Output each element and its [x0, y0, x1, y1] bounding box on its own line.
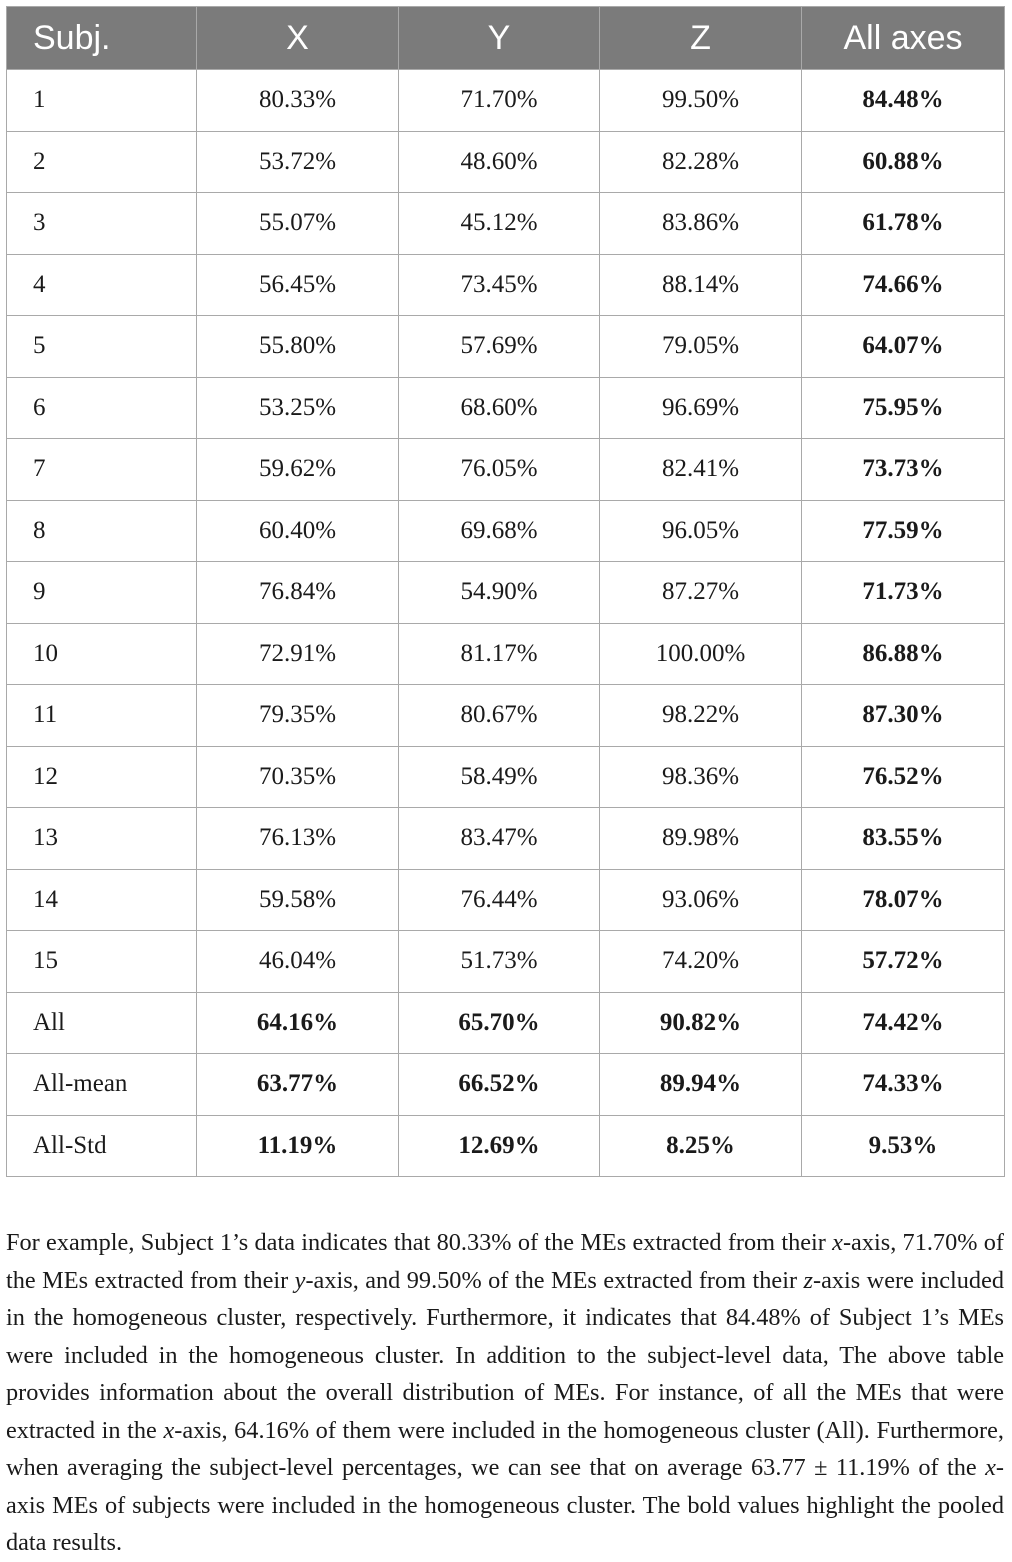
cell-z: 8.25% [600, 1115, 802, 1177]
caption-text: For example, Subject 1’s data indicates that 80.33% of the MEs extracted from their [6, 1229, 833, 1257]
cell-z: 90.82% [600, 992, 802, 1054]
summary-row-all [7, 992, 1005, 1054]
cell-all-axes: 75.95% [802, 377, 1005, 439]
table-row [7, 70, 1005, 132]
cell-all-axes: 84.48% [802, 70, 1005, 132]
cell-y: 66.52% [399, 1054, 600, 1116]
cell-all-axes: 64.07% [802, 316, 1005, 378]
cell-y: 48.60% [399, 131, 600, 193]
table-caption [6, 1224, 1004, 1562]
table-row [7, 500, 1005, 562]
header-x: X [197, 7, 399, 70]
cell-x: 76.13% [197, 808, 399, 870]
table-row [7, 254, 1005, 316]
cell-x: 79.35% [197, 685, 399, 747]
results-table-container [6, 6, 1004, 1177]
cell-all-axes: 9.53% [802, 1115, 1005, 1177]
cell-y: 51.73% [399, 931, 600, 993]
cell-z: 96.69% [600, 377, 802, 439]
cell-all-axes: 73.73% [802, 439, 1005, 501]
caption-text: -axis, and 99.50% of the MEs extracted from their [305, 1266, 804, 1294]
cell-x: 59.58% [197, 869, 399, 931]
cell-y: 12.69% [399, 1115, 600, 1177]
cell-subj: 9 [7, 562, 197, 624]
cell-x: 55.07% [197, 193, 399, 255]
cell-z: 96.05% [600, 500, 802, 562]
cell-z: 87.27% [600, 562, 802, 624]
cell-z: 89.94% [600, 1054, 802, 1116]
caption-italic-y: y [294, 1266, 306, 1294]
cell-all-axes: 87.30% [802, 685, 1005, 747]
table-row [7, 685, 1005, 747]
cell-subj: 8 [7, 500, 197, 562]
cell-z: 98.36% [600, 746, 802, 808]
caption-text: -axis, 64.16% of them were included in the homogeneous cluster (All). Furthermore, when averaging the subject-level percentages, we can see that on average 63.77 ± 11.19% of the [6, 1416, 1004, 1482]
cell-y: 54.90% [399, 562, 600, 624]
table-row [7, 131, 1005, 193]
caption-text: -axis were included in the homogeneous cluster, respectively. Furthermore, it indicates that 84.48% of Subject 1’s MEs were included in the homogeneous cluster. In addition to the subject-level data, The above table provides information about the overall distribution of MEs. For instance, of all the MEs that were extracted in the [6, 1266, 1005, 1444]
cell-z: 82.41% [600, 439, 802, 501]
header-all-axes: All axes [802, 7, 1005, 70]
cell-x: 63.77% [197, 1054, 399, 1116]
cell-subj: All-mean [7, 1054, 197, 1116]
cell-y: 65.70% [399, 992, 600, 1054]
cell-subj: 15 [7, 931, 197, 993]
cell-x: 59.62% [197, 439, 399, 501]
cell-subj: 10 [7, 623, 197, 685]
cell-all-axes: 83.55% [802, 808, 1005, 870]
results-table [6, 6, 1005, 1177]
summary-row-all-std [7, 1115, 1005, 1177]
cell-z: 93.06% [600, 869, 802, 931]
cell-x: 64.16% [197, 992, 399, 1054]
cell-y: 73.45% [399, 254, 600, 316]
header-row [7, 7, 1005, 70]
cell-y: 81.17% [399, 623, 600, 685]
cell-all-axes: 77.59% [802, 500, 1005, 562]
table-header [7, 7, 1005, 70]
table-row [7, 808, 1005, 870]
summary-row-all-mean [7, 1054, 1005, 1116]
table-row [7, 746, 1005, 808]
cell-x: 72.91% [197, 623, 399, 685]
cell-all-axes: 86.88% [802, 623, 1005, 685]
cell-y: 71.70% [399, 70, 600, 132]
cell-z: 100.00% [600, 623, 802, 685]
table-row [7, 869, 1005, 931]
cell-subj: 6 [7, 377, 197, 439]
cell-y: 57.69% [399, 316, 600, 378]
table-row [7, 193, 1005, 255]
cell-subj: 11 [7, 685, 197, 747]
cell-all-axes: 57.72% [802, 931, 1005, 993]
cell-z: 79.05% [600, 316, 802, 378]
cell-all-axes: 61.78% [802, 193, 1005, 255]
cell-subj: All-Std [7, 1115, 197, 1177]
cell-y: 80.67% [399, 685, 600, 747]
caption-italic-x: x [985, 1454, 996, 1482]
cell-z: 88.14% [600, 254, 802, 316]
cell-z: 98.22% [600, 685, 802, 747]
table-row [7, 931, 1005, 993]
cell-subj: 3 [7, 193, 197, 255]
cell-x: 80.33% [197, 70, 399, 132]
cell-subj: 5 [7, 316, 197, 378]
cell-x: 60.40% [197, 500, 399, 562]
caption-italic-x: x [163, 1416, 175, 1444]
cell-all-axes: 74.33% [802, 1054, 1005, 1116]
cell-z: 82.28% [600, 131, 802, 193]
cell-all-axes: 74.66% [802, 254, 1005, 316]
cell-all-axes: 60.88% [802, 131, 1005, 193]
caption-text: -axis, 71.70% of the MEs extracted from their [6, 1229, 1004, 1294]
table-body [7, 70, 1005, 1177]
cell-x: 53.25% [197, 377, 399, 439]
cell-x: 53.72% [197, 131, 399, 193]
cell-z: 74.20% [600, 931, 802, 993]
cell-all-axes: 78.07% [802, 869, 1005, 931]
cell-x: 46.04% [197, 931, 399, 993]
cell-subj: 4 [7, 254, 197, 316]
cell-z: 99.50% [600, 70, 802, 132]
cell-subj: 14 [7, 869, 197, 931]
cell-subj: 13 [7, 808, 197, 870]
cell-x: 70.35% [197, 746, 399, 808]
caption-text: -axis MEs of subjects were included in the homogeneous cluster. The bold values highlight the pooled data results. [6, 1454, 1004, 1557]
header-y: Y [399, 7, 600, 70]
cell-subj: All [7, 992, 197, 1054]
cell-y: 76.05% [399, 439, 600, 501]
cell-all-axes: 71.73% [802, 562, 1005, 624]
table-row [7, 623, 1005, 685]
cell-subj: 12 [7, 746, 197, 808]
cell-all-axes: 76.52% [802, 746, 1005, 808]
table-row [7, 377, 1005, 439]
cell-all-axes: 74.42% [802, 992, 1005, 1054]
table-row [7, 562, 1005, 624]
caption-italic-z: z [803, 1266, 813, 1294]
cell-y: 68.60% [399, 377, 600, 439]
cell-y: 58.49% [399, 746, 600, 808]
cell-subj: 1 [7, 70, 197, 132]
cell-x: 55.80% [197, 316, 399, 378]
cell-z: 89.98% [600, 808, 802, 870]
cell-y: 76.44% [399, 869, 600, 931]
cell-subj: 7 [7, 439, 197, 501]
cell-x: 76.84% [197, 562, 399, 624]
cell-x: 11.19% [197, 1115, 399, 1177]
cell-y: 69.68% [399, 500, 600, 562]
cell-y: 83.47% [399, 808, 600, 870]
cell-y: 45.12% [399, 193, 600, 255]
header-subj: Subj. [7, 7, 197, 70]
table-row [7, 439, 1005, 501]
cell-z: 83.86% [600, 193, 802, 255]
caption-italic-x: x [832, 1229, 843, 1257]
header-z: Z [600, 7, 802, 70]
cell-subj: 2 [7, 131, 197, 193]
cell-x: 56.45% [197, 254, 399, 316]
table-row [7, 316, 1005, 378]
